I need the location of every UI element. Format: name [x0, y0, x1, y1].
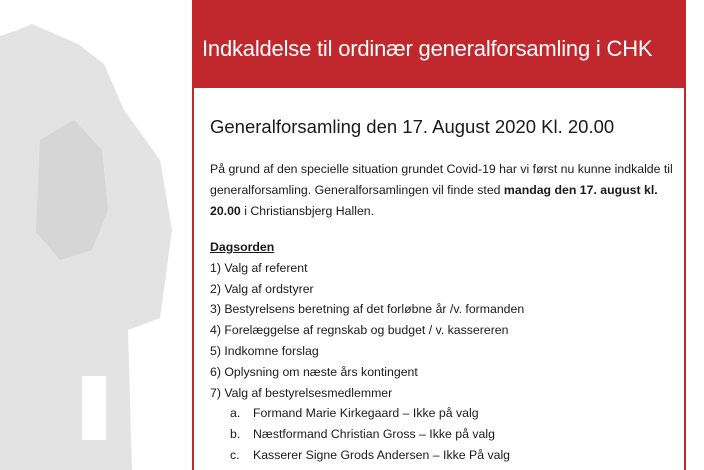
candidate-text: Næstformand Christian Gross – Ikke på valg [253, 427, 495, 442]
candidate-text: Kasserer Signe Grods Andersen – Ikke På valg [253, 447, 511, 462]
agenda-item: 7) Valg af bestyrelsesmedlemmer [210, 385, 393, 400]
candidate-item [210, 424, 682, 445]
candidate-item [210, 403, 682, 424]
candidate-item [210, 445, 682, 466]
agenda-item: 5) Indkomne forslag [210, 343, 319, 358]
meeting-date-bold: mandag den 17. august kl. 20.00 [210, 183, 658, 218]
agenda-title: Dagsorden [210, 240, 275, 254]
candidate-text: Formand Marie Kirkegaard – Ikke på valg [253, 406, 479, 421]
candidate-letter: c. [230, 447, 240, 462]
intro-paragraph [210, 159, 682, 222]
meeting-heading: Generalforsamling den 17. August 2020 Kl. 20.00 [210, 116, 615, 137]
agenda-item: 1) Valg af referent [210, 260, 308, 275]
agenda-item: 2) Valg af ordstyrer [210, 281, 314, 296]
intro-text-1: På grund af den specielle situation grundet Covid-19 har vi først nu kunne indkalde til generalforsamling. Generalforsamlingen vil finde sted [210, 162, 673, 197]
page-title: Indkaldelse til ordinær generalforsamling i CHK [202, 36, 653, 61]
document-body [210, 116, 682, 466]
candidate-letter: b. [230, 427, 241, 442]
candidate-list [210, 403, 682, 465]
agenda-item: 6) Oplysning om næste års kontingent [210, 364, 418, 379]
title-banner [192, 0, 686, 88]
church-watermark-icon [0, 0, 200, 470]
candidate-letter: a. [230, 406, 241, 421]
intro-text-2: i Christiansbjerg Hallen. [240, 204, 375, 218]
agenda-item: 3) Bestyrelsens beretning af det forløbne år /v. formanden [210, 302, 525, 317]
agenda-list [210, 258, 682, 404]
agenda-item: 4) Forelæggelse af regnskab og budget / v. kassereren [210, 323, 509, 338]
